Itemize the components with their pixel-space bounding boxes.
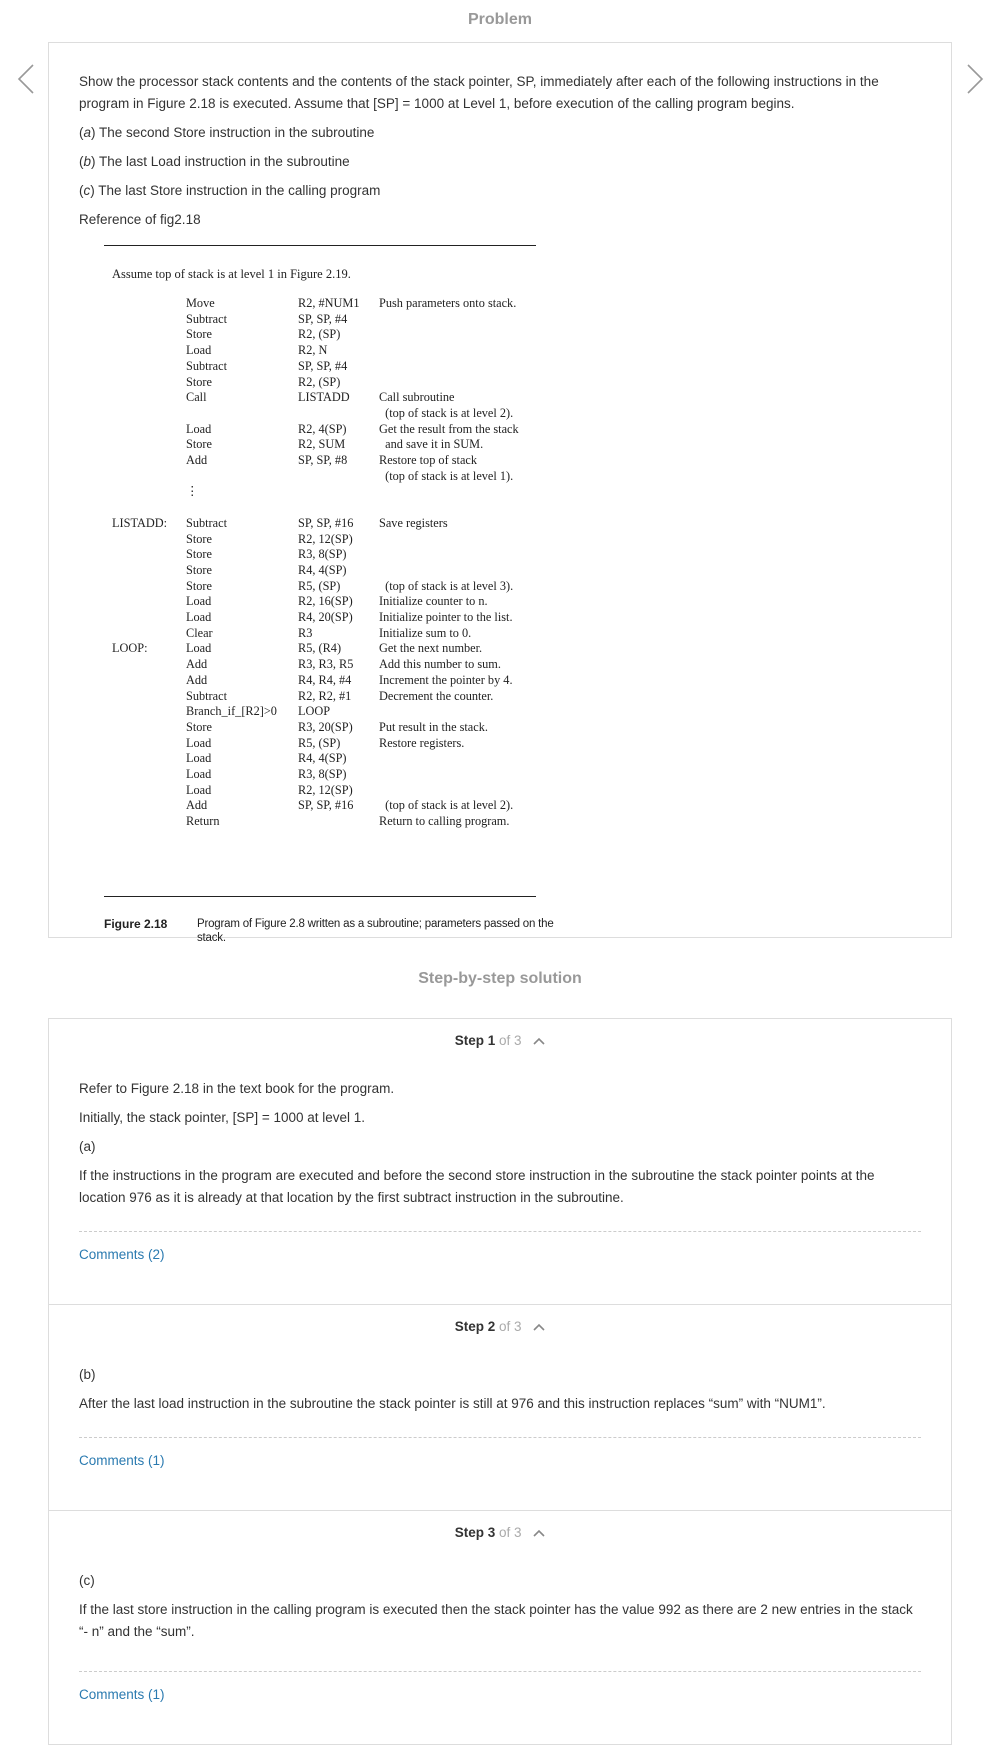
code-operands: R2, 16(SP): [298, 594, 353, 609]
problem-heading: Problem: [467, 11, 532, 28]
step-label: Step 3: [454, 1525, 496, 1540]
code-operands: R4, 4(SP): [298, 751, 347, 766]
code-operands: SP, SP, #4: [298, 311, 348, 326]
code-opcode: Subtract: [186, 358, 227, 373]
code-comment: Restore registers.: [379, 735, 465, 750]
code-operands: R3, R3, R5: [298, 657, 354, 672]
code-opcode: Store: [186, 719, 212, 734]
code-operands: R3, 8(SP): [298, 767, 347, 781]
code-operands: R5, (R4): [298, 641, 342, 656]
code-opcode: Load: [186, 594, 212, 609]
chevron-up-icon[interactable]: [533, 1322, 545, 1332]
code-operands: R2, 4(SP): [298, 421, 347, 436]
code-opcode: Store: [186, 437, 212, 452]
figure-caption-text: Program of Figure 2.8 written as a subroutine; parameters passed on the stack.: [197, 918, 554, 944]
comments-link[interactable]: Comments (1): [79, 1687, 165, 1702]
code-operands: R3: [298, 625, 313, 640]
code-comment: Initialize sum to 0.: [379, 625, 472, 640]
code-operands: R2, 12(SP): [298, 531, 353, 546]
code-opcode: Subtract: [186, 311, 227, 326]
code-operands: R4, R4, #4: [298, 672, 352, 687]
part-text: The second Store instruction in the subroutine: [95, 125, 375, 140]
code-opcode: Add: [186, 798, 208, 813]
code-opcode: Load: [186, 767, 212, 781]
code-comment: Get the result from the stack: [379, 421, 519, 436]
chevron-up-icon[interactable]: [533, 1036, 545, 1046]
code-opcode: Store: [186, 327, 212, 342]
code-comment: Push parameters onto stack.: [379, 296, 517, 310]
code-comment: (top of stack is at level 1).: [379, 468, 514, 483]
part-text: The last Store instruction in the calling program: [94, 183, 381, 198]
code-operands: R5, (SP): [298, 735, 341, 750]
code-opcode: Return: [186, 814, 220, 829]
code-label: LISTADD:: [112, 515, 168, 530]
code-operands: LISTADD: [298, 390, 350, 405]
code-comment: (top of stack is at level 3).: [379, 578, 514, 593]
code-comment: Get the next number.: [379, 641, 483, 656]
code-opcode: Subtract: [186, 515, 227, 530]
step-label: Step 1: [454, 1033, 496, 1048]
step-label: Step 2: [454, 1319, 496, 1334]
code-comment: Save registers: [379, 515, 448, 530]
code-comment: (top of stack is at level 2).: [379, 405, 514, 420]
code-comment: Put result in the stack.: [379, 719, 488, 734]
step-paragraph: After the last load instruction in the subroutine the stack pointer is still at 976 and this instruction replaces “sum” with “NUM1”.: [79, 1396, 826, 1411]
step-paragraph: (a): [79, 1139, 96, 1154]
code-operands: R4, 4(SP): [298, 562, 347, 577]
code-opcode: Store: [186, 578, 212, 593]
prev-arrow-icon[interactable]: [13, 62, 39, 96]
code-operands: R2, (SP): [298, 327, 341, 342]
code-opcode: Store: [186, 562, 212, 577]
code-operands: R2, #NUM1: [298, 296, 360, 310]
step-header[interactable]: [49, 1319, 951, 1334]
step-paragraph: (b): [79, 1367, 96, 1382]
next-arrow-icon[interactable]: [962, 62, 988, 96]
code-operands: R5, (SP): [298, 578, 341, 593]
problem-card: [48, 42, 952, 944]
code-comment: Restore top of stack: [379, 453, 478, 467]
code-comment: Increment the pointer by 4.: [379, 672, 513, 687]
part-text: The last Load instruction in the subroutine: [95, 154, 350, 169]
code-opcode: Store: [186, 374, 212, 389]
step-count: of 3: [498, 1525, 522, 1540]
code-opcode: Add: [186, 657, 208, 672]
code-opcode: Add: [186, 672, 208, 687]
problem-intro: Show the processor stack contents and the contents of the stack pointer, SP, immediately after each of the following instructions in the program in Figure 2.18 is executed. Assume that [SP] = 1000 at Level 1, before execution of the calling program begins.: [79, 74, 879, 111]
code-comment: and save it in SUM.: [379, 437, 484, 452]
figure-2-18: [104, 245, 604, 944]
code-operands: R3, 8(SP): [298, 547, 347, 562]
problem-part-c: (c) The last Store instruction in the calling program: [79, 183, 381, 198]
code-comment: (top of stack is at level 2).: [379, 798, 514, 813]
step-paragraph: (c): [79, 1573, 95, 1588]
code-comment: Decrement the counter.: [379, 688, 494, 703]
code-opcode: Store: [186, 531, 212, 546]
part-letter: b: [83, 154, 92, 169]
step-card-1: [48, 1018, 952, 1305]
code-opcode: Add: [186, 453, 208, 467]
code-operands: LOOP: [298, 704, 331, 719]
code-opcode: Load: [186, 735, 212, 750]
code-operands: R2, N: [298, 343, 328, 358]
step-paragraph: If the instructions in the program are executed and before the second store instruction in the subroutine the stack pointer points at the location 976 as it is already at that location by the first subtract instruction in the subroutine.: [79, 1168, 875, 1205]
problem-part-b: (b) The last Load instruction in the subroutine: [79, 154, 350, 169]
step-header[interactable]: [49, 1033, 951, 1048]
part-letter: c: [83, 183, 91, 198]
code-operands: R2, SUM: [298, 437, 346, 452]
code-operands: SP, SP, #16: [298, 798, 354, 813]
step-paragraph: Refer to Figure 2.18 in the text book for the program.: [79, 1081, 395, 1096]
part-letter: a: [83, 125, 92, 140]
step-header[interactable]: [49, 1525, 951, 1540]
figure-top-rule: [104, 245, 536, 246]
step-paragraph: Initially, the stack pointer, [SP] = 1000 at level 1.: [79, 1110, 366, 1125]
code-opcode: Call: [186, 390, 207, 405]
problem-reference: Reference of fig2.18: [79, 212, 201, 227]
code-operands: SP, SP, #4: [298, 358, 348, 373]
code-operands: R2, (SP): [298, 374, 341, 389]
step-card-2: [48, 1304, 952, 1511]
chevron-up-icon[interactable]: [533, 1528, 545, 1538]
code-operands: SP, SP, #16: [298, 515, 354, 530]
code-opcode: Load: [186, 782, 212, 797]
code-operands: R3, 20(SP): [298, 719, 353, 734]
problem-part-a: (a) The second Store instruction in the subroutine: [79, 125, 375, 140]
code-comment: Return to calling program.: [379, 814, 510, 829]
divider: [79, 1671, 921, 1672]
divider: [79, 1231, 921, 1232]
code-opcode: Move: [186, 296, 215, 310]
solution-heading: Step-by-step solution: [418, 970, 582, 987]
code-comment: Call subroutine: [379, 390, 455, 405]
code-operands: R2, 12(SP): [298, 782, 353, 797]
figure-caption-label: Figure 2.18: [104, 917, 168, 931]
code-opcode: ⋮: [186, 484, 199, 499]
code-comment: Initialize pointer to the list.: [379, 610, 513, 624]
code-comment: Add this number to sum.: [379, 657, 501, 672]
code-operands: SP, SP, #8: [298, 453, 348, 467]
code-opcode: Clear: [186, 625, 213, 640]
code-opcode: Load: [186, 641, 212, 656]
code-operands: R2, R2, #1: [298, 688, 352, 703]
code-opcode: Subtract: [186, 688, 227, 703]
code-opcode: Load: [186, 343, 212, 358]
code-opcode: Branch_if_[R2]>0: [186, 704, 277, 719]
code-opcode: Load: [186, 610, 212, 624]
comments-link[interactable]: Comments (2): [79, 1247, 165, 1262]
step-count: of 3: [498, 1033, 522, 1048]
code-opcode: Store: [186, 547, 212, 562]
code-opcode: Load: [186, 751, 212, 766]
comments-link[interactable]: Comments (1): [79, 1453, 165, 1468]
divider: [79, 1437, 921, 1438]
code-label: LOOP:: [112, 641, 148, 656]
figure-bottom-rule: [104, 896, 536, 897]
code-comment: Initialize counter to n.: [379, 594, 488, 609]
step-count: of 3: [498, 1319, 522, 1334]
code-opcode: Load: [186, 421, 212, 436]
code-operands: R4, 20(SP): [298, 610, 353, 624]
step-paragraph: If the last store instruction in the calling program is executed then the stack pointer has the value 992 as there are 2 new entries in the stack “- n” and the “sum”.: [79, 1602, 913, 1639]
step-card-3: [48, 1510, 952, 1745]
figure-note: Assume top of stack is at level 1 in Figure 2.19.: [112, 267, 351, 281]
